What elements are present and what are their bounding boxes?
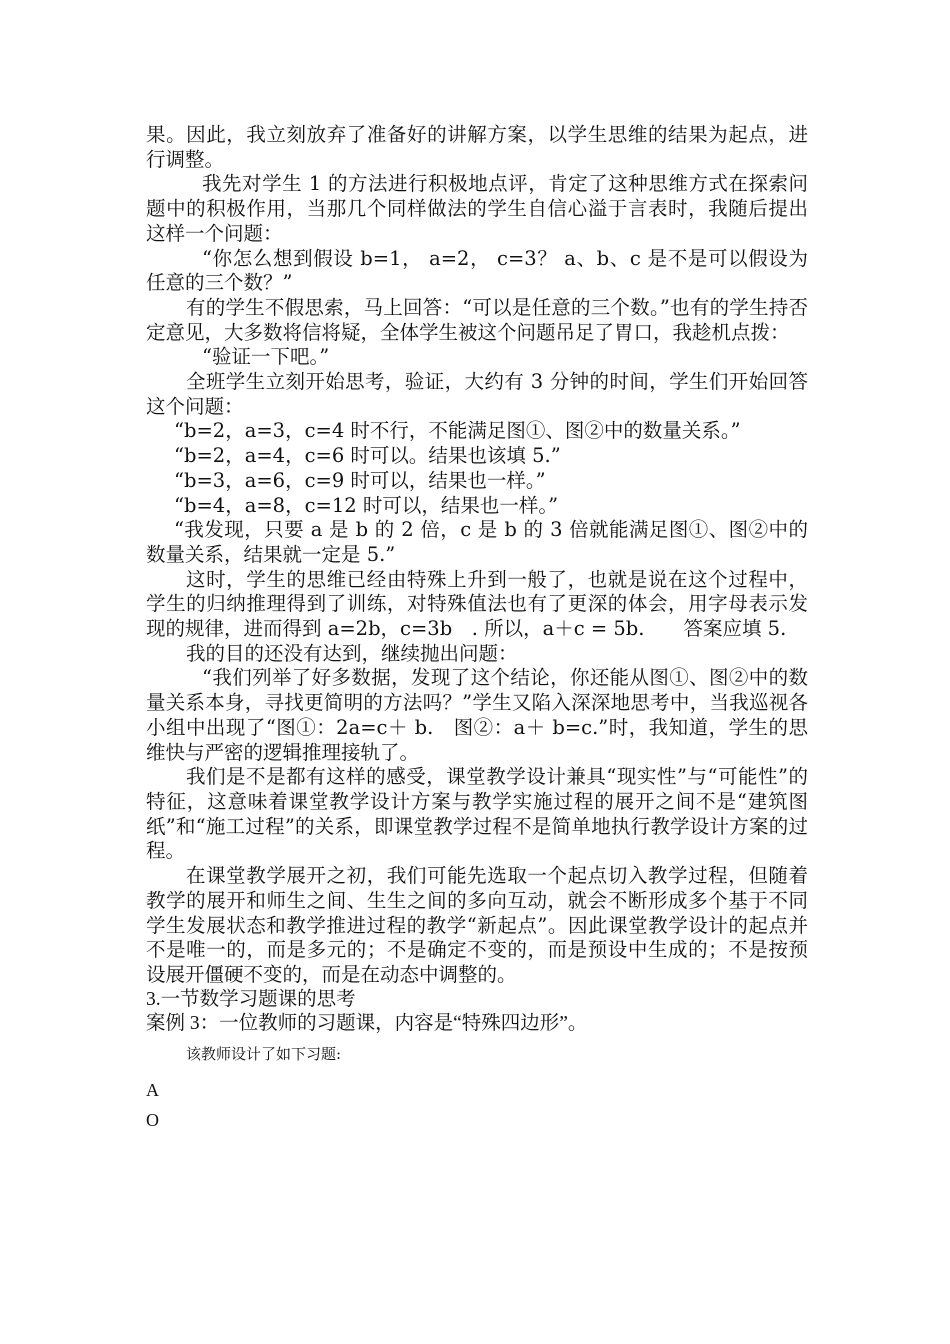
- exercise-note: 该教师设计了如下习题:: [186, 1045, 342, 1064]
- paragraph-answer-1: “b=2，a=3，c=4 时不行，不能满足图①、图②中的数量关系。”: [174, 419, 741, 443]
- paragraph-answer-3: “b=3，a=6，c=9 时可以，结果也一样。”: [174, 468, 546, 492]
- paragraph-praise: 我先对学生 1 的方法进行积极地点评，肯定了这种思维方式在探索问题中的积极作用，当那几个同样做法的学生自信心溢于言表时，我随后提出这样一个问题：: [146, 172, 808, 245]
- paragraph-discovery: “我发现，只要 a 是 b 的 2 倍，c 是 b 的 3 倍就能满足图①、图②中的数量关系，结果就一定是 5.”: [146, 518, 808, 566]
- paragraph-answer-2: “b=2，a=4，c=6 时可以。结果也该填 5.”: [174, 444, 561, 468]
- paragraph-student-answer: 有的学生不假思索，马上回答：“可以是任意的三个数。”也有的学生持否定意见，大多数将信将疑，全体学生被这个问题吊足了胃口，我趁机点拨：: [146, 295, 808, 344]
- case-line: 案例 3：一位教师的习题课，内容是“特殊四边形”。: [146, 1013, 588, 1035]
- paragraph-generalization: 这时，学生的思维已经由特殊上升到一般了，也就是说在这个过程中，学生的归纳推理得到了训练，对特殊值法也有了更深的体会，用字母表示发现的规律，进而得到 a=2b，c=3b . 所以，a＋c = 5b. 答案应填 5.: [146, 567, 808, 641]
- paragraph-answer-4: “b=4，a=8，c=12 时可以，结果也一样。”: [174, 493, 559, 517]
- document-body: [146, 123, 808, 1135]
- paragraph-continuation: 果。因此，我立刻放弃了准备好的讲解方案，以学生思维的结果为起点，进行调整。: [146, 123, 808, 171]
- paragraph-reflection: 我们是不是都有这样的感受，课堂教学设计兼具“现实性”与“可能性”的特征，这意味着课堂教学设计方案与教学实施过程的展开之间不是“建筑图纸”和“施工过程”的关系，即课堂教学过程不是简单地执行教学设计方案的过程。: [146, 765, 808, 863]
- paragraph-starting-point: 在课堂教学展开之初，我们可能先选取一个起点切入教学过程，但随着教学的展开和师生之间、生生之间的多向互动，就会不断形成多个基于不同学生发展状态和教学推进过程的教学“新起点”。因此课堂教学设计的起点并不是唯一的，而是多元的；不是确定不变的，而是预设中生成的；不是按预设展开僵硬不变的，而是在动态中调整的。: [146, 864, 808, 986]
- paragraph-class-thinking: 全班学生立刻开始思考，验证，大约有 3 分钟的时间，学生们开始回答这个问题：: [146, 370, 808, 418]
- figure-label-o: O: [146, 1110, 159, 1131]
- paragraph-verify-quote: “验证一下吧。”: [202, 345, 330, 369]
- section-heading: 3.一节数学习题课的思考: [146, 988, 356, 1010]
- paragraph-goal: 我的目的还没有达到，继续抛出问题：: [186, 641, 518, 665]
- paragraph-question-quote: “你怎么想到假设 b=1， a=2， c=3？ a、b、c 是不是可以假设为任意的三个数？”: [146, 246, 808, 295]
- paragraph-further-question: “我们列举了好多数据，发现了这个结论，你还能从图①、图②中的数量关系本身，寻找更简明的方法吗？”学生又陷入深深地思考中，当我巡视各小组中出现了“图①：2a=c＋ b. 图②：a＋ b=c.”时，我知道，学生的思维快与严密的逻辑推理接轨了。: [146, 666, 808, 764]
- figure-label-a: A: [146, 1080, 159, 1101]
